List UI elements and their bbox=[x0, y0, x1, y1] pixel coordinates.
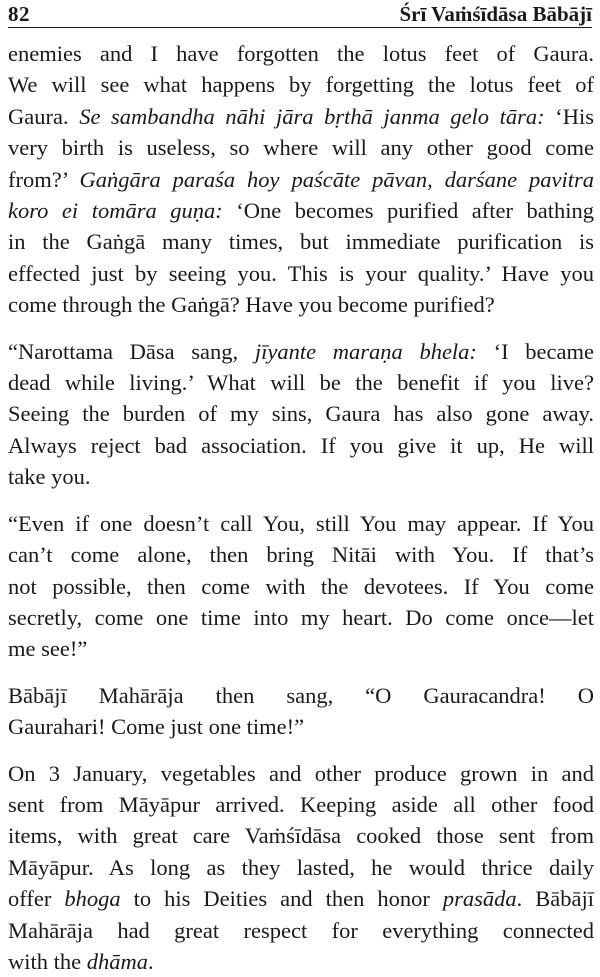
text-line bbox=[8, 883, 594, 914]
paragraph bbox=[8, 38, 594, 321]
text-line bbox=[8, 711, 594, 742]
italic-text: jīyante maraṇa bhela: bbox=[254, 338, 477, 364]
text-run: ‘I became bbox=[476, 338, 594, 364]
text-run: Always reject bad association. If you give it up, He will bbox=[8, 432, 594, 458]
text-line bbox=[8, 289, 594, 320]
text-run: not possible, then come with the devotees. If You come bbox=[8, 573, 594, 599]
text-line bbox=[8, 680, 594, 711]
text-run: offer bbox=[8, 886, 65, 912]
text-line bbox=[8, 602, 594, 633]
text-run: . bbox=[148, 948, 154, 974]
italic-text: koro ei tomāra guṇa: bbox=[8, 198, 223, 224]
text-run: to his Deities and then honor bbox=[120, 886, 443, 912]
text-line bbox=[8, 132, 594, 163]
text-run: Māyāpur. As long as they lasted, he would thrice daily bbox=[8, 854, 594, 880]
paragraph bbox=[8, 508, 594, 665]
text-run: can’t come alone, then bring Nitāi with You. If that’s bbox=[8, 542, 594, 568]
text-run: “Narottama Dāsa sang, bbox=[8, 338, 255, 364]
text-line bbox=[8, 461, 594, 492]
paragraph bbox=[8, 336, 594, 493]
body-text bbox=[8, 38, 594, 977]
text-line bbox=[8, 633, 594, 664]
text-line bbox=[8, 398, 594, 429]
text-run: sent from Māyāpur arrived. Keeping aside all other food bbox=[8, 791, 594, 817]
italic-text: bhoga bbox=[64, 886, 121, 912]
text-line bbox=[8, 258, 594, 289]
text-run: Gaurahari! Come just one time!” bbox=[8, 714, 305, 740]
text-run: We will see what happens by forgetting the lotus feet of bbox=[8, 72, 594, 98]
text-line bbox=[8, 758, 594, 789]
text-run: Mahārāja had great respect for everything connected bbox=[8, 917, 594, 943]
text-run: secretly, come one time into my heart. Do come once—let bbox=[8, 604, 594, 630]
text-line bbox=[8, 164, 594, 195]
italic-text: Gaṅgāra paraśa hoy paścāte pāvan, darśane pavitra bbox=[79, 166, 595, 192]
header-rule bbox=[8, 27, 592, 28]
text-line bbox=[8, 915, 594, 946]
text-run: Bābājī Mahārāja then sang, “O Gauracandra! O bbox=[8, 682, 594, 708]
text-run: Seeing the burden of my sins, Gaura has also gone away. bbox=[8, 401, 594, 427]
text-line bbox=[8, 539, 594, 570]
text-run: ‘One becomes purified after bathing bbox=[222, 198, 594, 224]
text-line bbox=[8, 789, 594, 820]
text-run: me see!” bbox=[8, 636, 88, 662]
text-line bbox=[8, 430, 594, 461]
text-run: dead while living.’ What will be the benefit if you live? bbox=[8, 370, 594, 396]
text-run: enemies and I have forgotten the lotus feet of Gaura. bbox=[8, 41, 594, 66]
text-line bbox=[8, 195, 594, 226]
text-run: Gaura. bbox=[8, 103, 80, 129]
text-run: ‘His bbox=[544, 103, 595, 129]
text-run: effected just by seeing you. This is your quality.’ Have you bbox=[8, 260, 594, 286]
text-run: items, with great care Vaṁśīdāsa cooked those sent from bbox=[8, 823, 594, 849]
text-run: from?’ bbox=[8, 166, 80, 192]
text-line bbox=[8, 508, 594, 539]
text-run: come through the Gaṅgā? Have you become purified? bbox=[8, 292, 495, 318]
text-run: . Bābājī bbox=[516, 886, 594, 912]
text-line bbox=[8, 820, 594, 851]
text-run: with the bbox=[8, 948, 87, 974]
text-line bbox=[8, 367, 594, 398]
italic-text: dhāma bbox=[86, 948, 148, 974]
text-line bbox=[8, 571, 594, 602]
text-run: very birth is useless, so where will any other good come bbox=[8, 135, 594, 161]
text-line bbox=[8, 226, 594, 257]
text-run: On 3 January, vegetables and other produce grown in and bbox=[8, 760, 594, 786]
paragraph bbox=[8, 758, 594, 977]
text-line bbox=[8, 336, 594, 367]
italic-text: prasāda bbox=[442, 886, 517, 912]
text-run: take you. bbox=[8, 464, 91, 490]
text-line bbox=[8, 946, 594, 977]
text-line bbox=[8, 38, 594, 69]
paragraph bbox=[8, 680, 594, 743]
text-run: “Even if one doesn’t call You, still You may appear. If You bbox=[8, 510, 594, 536]
running-head: Śrī Vaṁśīdāsa Bābājī bbox=[399, 2, 592, 26]
page-header bbox=[8, 0, 592, 30]
page-number: 82 bbox=[8, 2, 30, 26]
text-line bbox=[8, 101, 594, 132]
text-line bbox=[8, 852, 594, 883]
italic-text: Se sambandha nāhi jāra bṛthā janma gelo tāra: bbox=[79, 103, 545, 129]
text-run: in the Gaṅgā many times, but immediate purification is bbox=[8, 229, 594, 255]
text-line bbox=[8, 69, 594, 100]
